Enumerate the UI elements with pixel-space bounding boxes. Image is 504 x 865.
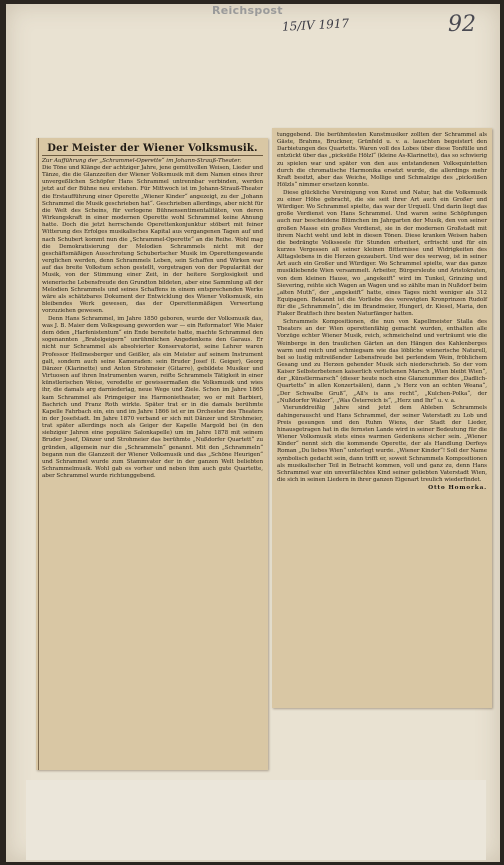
article-headline: Der Meister der Wiener Volksmusik. — [42, 143, 263, 156]
article-paragraph: Denn Hans Schrammel, im Jahre 1850 geboren, wurde der Volksmusik das, was J. B. Maier dem Volksgesang geworden war — ein Reformator! Wie Maier dem öden „Harfenistentum“ ein Ende bereitete hatte, machte Schrammel den sogenannten „Bratelgeigern“ unrühmlichen Angedenkens den Garaus. Er nicht nur Schrammel als absolvierter Konservatorist, seine Lehrer waren Professor Hellmesberger und Geißler, als ein Meister auf seinem Instrument galt, sondern auch seine Kameraden: sein Bruder Josef (I. Geiger), Georg Dänzer (Klarinette) und Anton Strohmeier (Gitarre), gebildete Musiker und Virtuosen auf ihren Instrumenten waren, reifte Schrammels Tätigkeit in einer künstlerischen Weise, veredelte er gewissermaßen die Volksmusik und wies ihr, die damals arg darniederlag, neue Wege und Ziele. Schon im Jahre 1865 kam Schrammel als Primgeiger ins Harmonietheater, wo er mit Barbieri, Bachrich und Franz Roth wirkte. Später trat er in die damals berühmte Kapelle Fahrbach ein, ein und im Jahre 1866 ist er im Orchester des Theaters in der Josefstadt. Im Jahre 1870 verband er sich mit Dänzer und Strohmeier, trat später allerdings noch als Geiger der Kapelle Margold bei (in den siebziger Jahren eine populäre Salonkapelle) um im Jahre 1878 mit seinem Bruder Josef, Dänzer und Strohmeier das berühmte „Nußdorfer Quartett“ zu gründen, allgemein nur die „Schrammeln“ genannt. Mit den „Schrammeln“ begann nun die Glanzzeit der Wiener Volksmusik und das „Schöne Heurigen“ und Schrammel wurde zum Stammvater der in der ganzen Welt beliebten Schrammelmusik. Wohl gab es vorher und neben ihm auch gute Quartette, aber Schrammel wurde richtunggebend. — [42, 315, 263, 480]
article-paragraph: tunggebend. Die berühmtesten Kunstmusiker zollten der Schrammel als Gäste, Brahms, Bruckner, Grünfeld u. v. a. lauschten begeistert den Darbietungen des Quartetts. Waren voll des Lobes über diese Tonfülle und entzückt über das „picksüße Hölzl“ (kleine As-Klarinette), das so schwierig zu spielen war und später von den aus entstandenen Volksquintetten durch die chromatische Harmonika ersetzt wurde, die allerdings mehr Kraft besitzt, aber das Weiche, Mollige und Schmalzige des „picksüßen Hölzls“ nimmer ersetzen konnte. — [277, 132, 487, 189]
article-paragraph: Schrammels Kompositionen, die nun von Kapellmeister Stalla des Theaters an der Wien operettenfähig gemacht wurden, enthalten alle Vorzüge echter Wiener Musik, reich, schmeichelnd und verträumt wie die Weinberge in den traulichen Gärten an den Hängen des Kahlenberges warm und reich und schmiegsam wie das löbliche wienerische Naturell, bei so lustig mitreißender Lebensfreude bei perlendem Wein, fröhlichem Gesang und zu Herzen gehender Musik sich niederschrieb. So der vom Kaiser Selbsterbetenen kaiserlich verliehenen Marsch „Wien bleibt Wien“, der „Künstlermarsch“ (dieser heute noch eine Glanznummer des „Dadlich-Quartetts“ in allen Konzertsälen), dann „'s Herz von an echten Weana“, „Der Schwalbe Gruß“, „All's is ans recht“, „Kulchen-Polka“, der „Nußdorfer Walzer“, „Was Österreich is“, „Herz und Ihr“ u. v. a. — [277, 319, 487, 404]
article-subheadline: Zur Aufführung der „Schrammel-Operette“ im Johann-Strauß-Theater. — [42, 158, 242, 164]
sheet-lower-area — [26, 780, 486, 860]
article-byline: Otto Homorka. — [428, 485, 487, 492]
newspaper-stamp: Reichspost — [212, 4, 283, 17]
page-number: 92 — [448, 12, 476, 37]
article-paragraph: Die Töne und Klänge der achtziger Jahre, jene gemütvollen Weisen, Lieder und Tänze, die die Glanzzeiten der Wiener Volksmusik mit dem Namen eines ihrer unvergeßlichen Schöpfer Hans Schrammel untrennbar verbinden, werden jetzt auf der Bühne neu erstehen. Für Mittwoch ist im Johann-Strauß-Theater die Erstaufführung einer Operette „Wiener Kinder“ angezeigt, zu der „Johann Schrammel die Musik geschrieben hat“. Geschrieben allerdings, aber nicht für die Welt des Scheins, für verlogene Bühnensentimentalitäten, von deren Wirkungskraft in einer modernen Operette wohl Schrammel keine Ahnung hatte. Doch die jetzt herrschende Operettenkonjunktur stöbert mit feiner Witterung des Erfolges musikalisches Kapital aus vergangenen Tagen auf und nach Schubert kommt nun die „Schrammel-Operette“ an die Reihe. Wohl mag die Demokratisierung der Melodien Schrammels nicht mit der geschäftsmäßigen Ausschrotung Schubertscher Musik im Operettengewande verglichen werden, denn Schrammels Leben, sein Schaffen und Wirken war auf das breite Volkstum schon gestellt, vorgetragen von der Popularität der Musik, von der Stimmung einer Zeit, in der heitere Sorglosigkeit und wienerische Lebensfreude den Grundton bildeten, aber eine Sammlung all der Melodien Schrammels und seines Schaffens in einem entsprechenden Werke wäre als schätzbares Dokument der Entwicklung des Wiener Volksmusik, ein bleibendes Werk gewesen, das der Operettenmäßigen Verwertung vorzuziehen gewesen. — [42, 165, 263, 315]
clipping-column-left — [36, 138, 268, 770]
column-rule — [38, 138, 39, 770]
handwritten-date: 15/IV 1917 — [281, 16, 350, 34]
article-paragraph: Vierunddreißig Jahre sind jetzt dem Ableben Schrammels dahingerauscht und Hans Schrammel, der seiner Vaterstadt zu Lob und Preis gesungen und den Ruhm Wiens, der Stadt der Lieder, hinausgetragen hat in die fernsten Lande wird in seiner Bedeutung für die Wiener Volksmusik stets eines warmen Gedenkens sicher sein. „Wiener Kinder“ nennt sich die kommende Operette, der als Handlung Derfeys Roman „Du liebes Wien“ unterlegt wurde. „Wiener Kinder“! Soll der Name symbolisch gedacht sein, dann trifft er, soweit Schrammels Kompositionen als musikalischer Teil in Betracht kommen, voll und ganz zu, denn Hans Schrammel war ein unverfälschtes Kind seiner geliebten Vaterstadt Wien, die sich in seinen Liedern in ihrer ganzen Eigenart treulich wiederfindet. — [277, 405, 487, 483]
article-paragraph: Diese glückliche Vereinigung von Kunst und Natur, hat die Volksmusik zu einer Höhe gebracht, die sie seit ihrer Art auch ein Großer und Würdiger. Wo Schrammel spielte, das war der Urquell. Und darin liegt das große Verdienst von Hans Schrammel. Und waren seine Schöpfungen auch nur bescheidene Blümchen im Jahrgarten der Musik, den von seiner großen Masse ein großes Verdienst, sie in der modernen Großstadt mit ihrem Nacht weht und lebt in diesen Tönen. Diese kranken Weisen haben die bedrängte Volksseele für Stunden erheitert, erfrischt und für ein kurzes Vergessen all seiner kleinen Bitternisse und Widrigkeiten des Alltagslebens in die Herzen gezaubert. Und wer des werweg, ist in seiner Art auch ein Großer und Würdiger. Wo Schrammel spielte, war das ganze musikliebende Wien versammelt. Arbeiter, Bürgersleute und Aristokraten, von dem kleinen Hause, wo „angekeift“ wird im Tunkel, Grinzing und Sievering, reihte sich Wagen an Wagen und so zählte man in Nußdorf beim „alten Muth“, der „angekeift“ hatte, eines Tages nicht weniger als 312 Equipagen. Bekannt ist die Vorliebe des verewigten Kronprinzen Rudolf für die „Schrammeln“, die im Brandmeier, Hungerl, dr. Kiesel, Maria, den Fiaker Bratfisch ihre besten Naturfänger hatten. — [277, 189, 487, 318]
clipping-column-right — [272, 128, 492, 708]
